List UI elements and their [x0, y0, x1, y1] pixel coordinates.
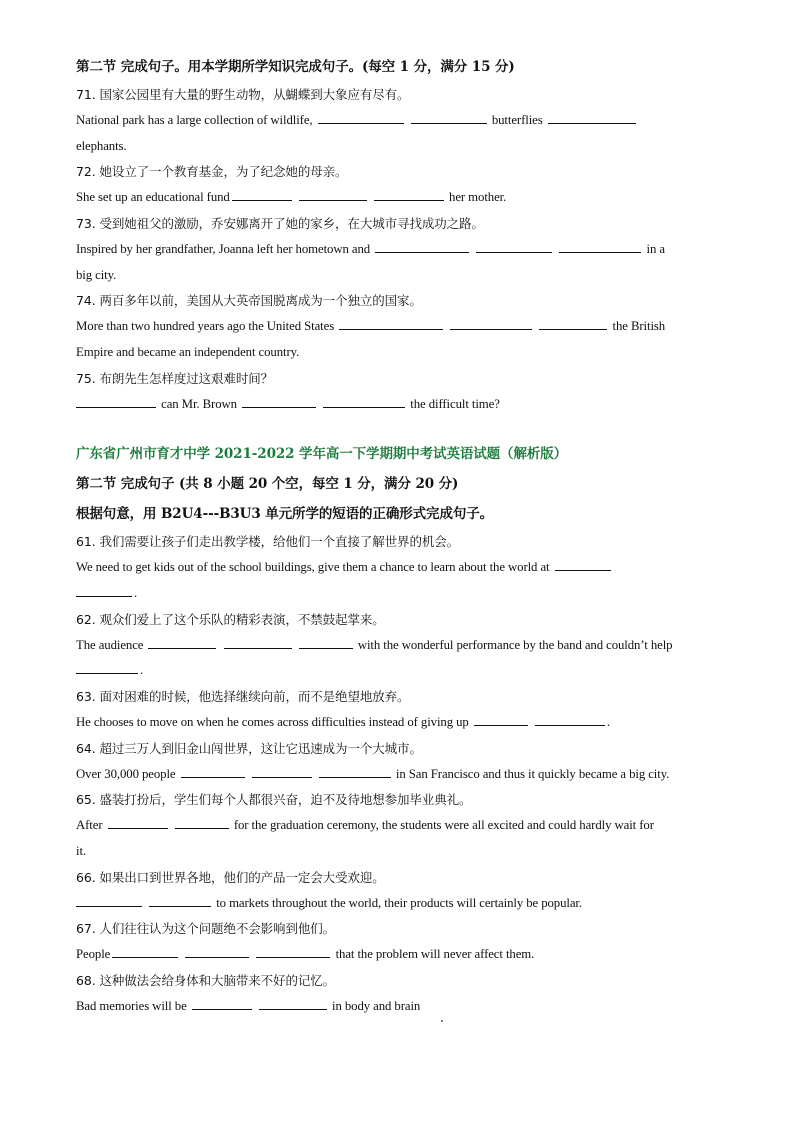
answer-blank[interactable] [76, 584, 132, 597]
answer-blank[interactable] [374, 188, 444, 201]
sentence-text: . [134, 585, 138, 600]
question-67-english [76, 942, 726, 968]
question-61-english [76, 555, 726, 581]
answer-blank[interactable] [535, 713, 605, 726]
question-74-english-cont: Empire and became an independent country. [76, 344, 300, 359]
question-62-english-cont [76, 658, 726, 684]
question-65-chinese: 65. 盛装打扮后，学生们每个人都很兴奋，迫不及待地想参加毕业典礼。 [76, 792, 472, 808]
question-65-english-cont: it. [76, 843, 87, 858]
answer-blank[interactable] [323, 395, 405, 408]
answer-blank[interactable] [299, 636, 353, 649]
sentence-text: More than two hundred years ago the United States [76, 319, 335, 334]
answer-blank[interactable] [319, 765, 391, 778]
answer-blank[interactable] [256, 945, 330, 958]
question-74-english [76, 314, 726, 340]
sentence-text: . [140, 663, 144, 678]
question-75-chinese: 75. 布朗先生怎样度过这艰难时间？ [76, 370, 274, 386]
answer-blank[interactable] [252, 765, 312, 778]
sentence-text: . [606, 714, 611, 729]
section-heading: 第二节 完成句子 (共 8 小题 20 个空，每空 1 分，满分 20 分) [76, 476, 459, 493]
sentence-text: The audience [76, 637, 144, 652]
sentence-text: with the wonderful performance by the band and couldn’t help [357, 637, 673, 652]
sentence-text: He chooses to move on when he comes across difficulties instead of giving up [76, 714, 469, 729]
answer-blank[interactable] [185, 945, 249, 958]
answer-blank[interactable] [476, 240, 552, 253]
sentence-text: Inspired by her grandfather, Joanna left her hometown and [76, 241, 371, 256]
source-title: 广东省广州市育才中学 2021-2022 学年高一下学期期中考试英语试题（解析版） [76, 446, 568, 463]
answer-blank[interactable] [242, 395, 316, 408]
question-66-chinese: 66. 如果出口到世界各地，他们的产品一定会大受欢迎。 [76, 869, 385, 885]
question-66-english [76, 891, 726, 917]
answer-blank[interactable] [76, 395, 156, 408]
sentence-text: that the problem will never affect them. [335, 947, 535, 962]
sentence-text: She set up an educational fund [76, 190, 230, 205]
answer-blank[interactable] [539, 317, 607, 330]
question-61-english-cont [76, 581, 726, 607]
question-64-chinese: 64. 超过三万人到旧金山闯世界，这让它迅速成为一个大城市。 [76, 740, 422, 756]
sentence-text: for the graduation ceremony, the students were all excited and could hardly wait for [233, 818, 654, 833]
sentence-text: in San Francisco and thus it quickly became a big city. [395, 766, 670, 781]
question-74-chinese: 74. 两百多年以前，美国从大英帝国脱离成为一个独立的国家。 [76, 293, 422, 309]
answer-blank[interactable] [555, 558, 611, 571]
question-68-chinese: 68. 这种做法会给身体和大脑带来不好的记忆。 [76, 972, 336, 988]
question-63-english [76, 710, 726, 736]
stray-dot [441, 1020, 443, 1022]
question-73-english-cont: big city. [76, 267, 117, 282]
question-73-chinese: 73. 受到她祖父的激励，乔安娜离开了她的家乡，在大城市寻找成功之路。 [76, 215, 484, 231]
document-page [76, 52, 726, 1020]
answer-blank[interactable] [108, 816, 168, 829]
answer-blank[interactable] [548, 111, 636, 124]
sentence-text: Over 30,000 people [76, 766, 176, 781]
question-64-english [76, 762, 726, 788]
answer-blank[interactable] [299, 188, 367, 201]
question-67-chinese: 67. 人们往往认为这个问题绝不会影响到他们。 [76, 921, 336, 937]
answer-blank[interactable] [259, 997, 327, 1010]
answer-blank[interactable] [76, 894, 142, 907]
question-72-english [76, 185, 726, 211]
answer-blank[interactable] [175, 816, 229, 829]
sentence-text: her mother. [449, 190, 507, 205]
answer-blank[interactable] [411, 111, 487, 124]
answer-blank[interactable] [339, 317, 443, 330]
question-65-english [76, 813, 726, 839]
section-heading: 第二节 完成句子。用本学期所学知识完成句子。(每空 1 分，满分 15 分) [76, 59, 515, 75]
question-62-english [76, 633, 726, 659]
answer-blank[interactable] [450, 317, 532, 330]
question-71-english-cont: elephants. [76, 138, 127, 153]
sentence-text: butterflies [491, 112, 543, 127]
answer-blank[interactable] [559, 240, 641, 253]
question-61-chinese: 61. 我们需要让孩子们走出教学楼，给他们一个直接了解世界的机会。 [76, 534, 460, 550]
sentence-text: We need to get kids out of the school buildings, give them a chance to learn about the world at [76, 560, 550, 575]
sentence-text: People [76, 947, 111, 962]
sentence-text: to markets throughout the world, their products will certainly be popular. [216, 895, 582, 910]
question-71-chinese: 71. 国家公园里有大量的野生动物，从蝴蝶到大象应有尽有。 [76, 87, 410, 102]
question-71-english [76, 108, 726, 134]
sentence-text: the British [612, 319, 666, 334]
answer-blank[interactable] [318, 111, 404, 124]
sentence-text: After [76, 818, 103, 833]
sentence-text: National park has a large collection of wildlife, [76, 112, 313, 127]
answer-blank[interactable] [149, 894, 211, 907]
answer-blank[interactable] [148, 636, 216, 649]
question-68-english [76, 994, 726, 1020]
sentence-text: the difficult time? [410, 396, 500, 411]
question-72-chinese: 72. 她设立了一个教育基金，为了纪念她的母亲。 [76, 164, 348, 180]
sentence-text: in body and brain [332, 998, 421, 1013]
answer-blank[interactable] [474, 713, 528, 726]
answer-blank[interactable] [192, 997, 252, 1010]
question-62-chinese: 62. 观众们爱上了这个乐队的精彩表演，不禁鼓起掌来。 [76, 611, 385, 627]
answer-blank[interactable] [375, 240, 469, 253]
sentence-text: can Mr. Brown [161, 396, 237, 411]
answer-blank[interactable] [112, 945, 178, 958]
answer-blank[interactable] [232, 188, 292, 201]
sentence-text: in a [646, 241, 665, 256]
question-63-chinese: 63. 面对困难的时候，他选择继续向前，而不是绝望地放弃。 [76, 689, 410, 705]
section-instruction: 根据句意，用 B2U4---B3U3 单元所学的短语的正确形式完成句子。 [76, 506, 494, 523]
sentence-text: Bad memories will be [76, 998, 187, 1013]
question-73-english [76, 237, 726, 263]
answer-blank[interactable] [224, 636, 292, 649]
answer-blank[interactable] [181, 765, 245, 778]
question-75-english [76, 392, 726, 418]
answer-blank[interactable] [76, 661, 138, 674]
